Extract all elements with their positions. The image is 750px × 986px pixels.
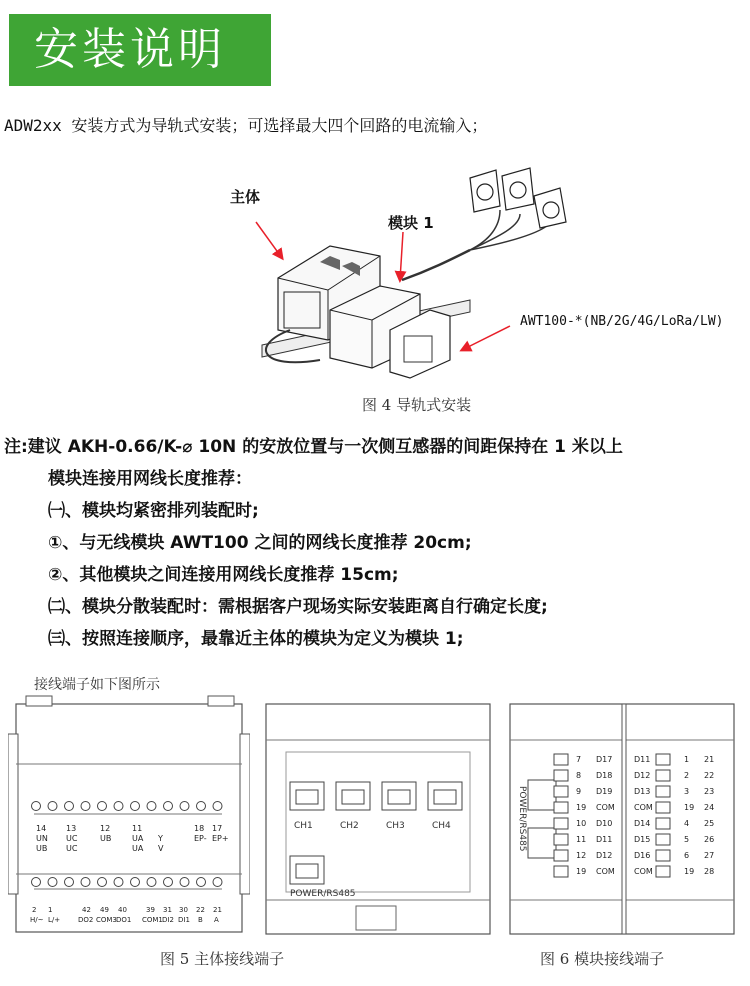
f5-top-num-3: 11	[132, 824, 143, 833]
f6-left_col2-6: D12	[596, 851, 613, 860]
f5-top-lbl2-1: UC	[66, 844, 78, 853]
f5-top-lbl-5: EP+	[212, 834, 229, 843]
f5-top-lbl2-3: UA	[132, 844, 144, 853]
f5-bot-num-6: 31	[163, 906, 172, 914]
channel-port-diagram	[262, 700, 494, 940]
f6-screw-0-0	[554, 754, 568, 765]
f5-top-num-5: 17	[212, 824, 223, 833]
f5-bottom-screw-8	[164, 878, 173, 887]
f5-top-screw-3	[81, 802, 90, 811]
f6-left_col1-3: 19	[576, 803, 587, 812]
f5-bottom-screw-4	[98, 878, 107, 887]
f6-right_col1-0: D11	[634, 755, 651, 764]
f5-bot-num-0: 2	[32, 906, 37, 914]
f6-right_col1-7: COM	[634, 867, 653, 876]
f5-top-lbl2-0: UB	[36, 844, 48, 853]
f6-left_col1-4: 10	[576, 819, 587, 828]
module-terminal-diagram	[506, 700, 738, 940]
f6-left_col2-3: COM	[596, 803, 615, 812]
f5-bot-lbl-5: COM1	[142, 916, 163, 924]
installation-illustration	[0, 0, 750, 420]
f6-left_col1-0: 7	[576, 755, 582, 764]
page-title: 安装说明	[34, 24, 226, 75]
f5-bottom-screw-9	[180, 878, 189, 887]
f6-left_col1-5: 11	[576, 835, 587, 844]
f5-top-screw-9	[180, 802, 189, 811]
f6-right_col1-2: D13	[634, 787, 651, 796]
f6-right_col1-5: D15	[634, 835, 651, 844]
f5-side-y: Y	[158, 834, 163, 843]
figure6-caption: 图 6 模块接线端子	[540, 950, 665, 968]
f6-screw-0-3	[554, 802, 568, 813]
f6-right_col3-6: 27	[704, 851, 715, 860]
f5-bottom-screw-10	[197, 878, 206, 887]
f6-left_col2-0: D17	[596, 755, 613, 764]
f5-bottom-screw-6	[131, 878, 140, 887]
f6-left_col1-7: 19	[576, 867, 587, 876]
f5-bot-lbl-4: DO1	[116, 916, 132, 924]
f5-top-screw-4	[98, 802, 107, 811]
f5-bottom-screw-3	[81, 878, 90, 887]
f5-top-num-2: 12	[100, 824, 111, 833]
f6-screw-1-6	[656, 850, 670, 861]
f5-bottom-screw-7	[147, 878, 156, 887]
f6-right_col2-2: 3	[684, 787, 690, 796]
f5-bot-lbl-6: DI2	[162, 916, 174, 924]
f5-bot-num-7: 30	[179, 906, 188, 914]
f6-screw-1-0	[656, 754, 670, 765]
port-ch4: CH4	[432, 821, 451, 831]
f5-side-v: V	[158, 844, 164, 853]
f5-top-screw-0	[32, 802, 41, 811]
f6-right_col3-0: 21	[704, 755, 715, 764]
f6-screw-0-7	[554, 866, 568, 877]
note-line-1: 注:建议 AKH-0.66/K-⌀ 10N 的安放位置与一次侧互感器的间距保持在 1 米以上	[4, 437, 623, 457]
f6-right_col2-1: 2	[684, 771, 690, 780]
f6-screw-1-1	[656, 770, 670, 781]
f6-left_col1-1: 8	[576, 771, 582, 780]
f5-top-lbl-0: UN	[36, 834, 48, 843]
note-line-7: ㈢、按照连接顺序，最靠近主体的模块为定义为模块 1;	[48, 629, 464, 649]
f5-top-lbl-3: UA	[132, 834, 144, 843]
f6-right_col1-4: D14	[634, 819, 651, 828]
f6-screw-1-7	[656, 866, 670, 877]
f6-left_col2-5: D11	[596, 835, 613, 844]
arrow-main	[256, 222, 282, 258]
f5-top-screw-10	[197, 802, 206, 811]
label-module-1: 模块 1	[388, 214, 434, 232]
note-line-2: 模块连接用网线长度推荐：	[48, 469, 252, 489]
f5-bot-num-8: 22	[196, 906, 205, 914]
f5-bottom-screw-11	[213, 878, 222, 887]
port-ch2: CH2	[340, 821, 359, 831]
f5-top-screw-6	[131, 802, 140, 811]
f5-bot-num-1: 1	[48, 906, 53, 914]
f6-screw-1-4	[656, 818, 670, 829]
f6-screw-0-1	[554, 770, 568, 781]
f5-bot-lbl-8: B	[198, 916, 203, 924]
f6-right_col2-6: 6	[684, 851, 690, 860]
arrow-awt	[462, 326, 510, 350]
f6-side-label: POWER/RS485	[517, 786, 527, 852]
note-line-3: ㈠、模块均紧密排列装配时;	[48, 501, 259, 521]
f6-screw-0-2	[554, 786, 568, 797]
f5-top-screw-7	[147, 802, 156, 811]
figure5-caption: 图 5 主体接线端子	[160, 950, 285, 968]
note-line-6: ㈡、模块分散装配时：需根据客户现场实际安装距离自行确定长度;	[48, 597, 548, 617]
f5-bottom-screw-1	[48, 878, 57, 887]
f5-top-lbl-2: UB	[100, 834, 112, 843]
f6-right_col3-5: 26	[704, 835, 715, 844]
f6-screw-1-2	[656, 786, 670, 797]
f6-left_col2-7: COM	[596, 867, 615, 876]
f5-bot-num-9: 21	[213, 906, 222, 914]
f6-left_col2-4: D10	[596, 819, 613, 828]
f6-left_col2-2: D19	[596, 787, 613, 796]
f6-right_col3-7: 28	[704, 867, 715, 876]
figure4-caption: 图 4 导轨式安装	[362, 396, 472, 414]
f6-screw-0-6	[554, 850, 568, 861]
f5-top-lbl-1: UC	[66, 834, 78, 843]
f5-top-screw-11	[213, 802, 222, 811]
f6-right_col3-1: 22	[704, 771, 715, 780]
note-line-4: ①、与无线模块 AWT100 之间的网线长度推荐 20cm;	[48, 533, 472, 553]
f5-bot-lbl-7: DI1	[178, 916, 190, 924]
f5-bot-lbl-1: L/+	[48, 916, 61, 924]
f6-right_col1-1: D12	[634, 771, 651, 780]
f5-top-num-4: 18	[194, 824, 205, 833]
f5-top-screw-5	[114, 802, 123, 811]
f5-bottom-screw-5	[114, 878, 123, 887]
f5-top-screw-1	[48, 802, 57, 811]
f5-bot-lbl-9: A	[214, 916, 219, 924]
f6-right_col3-2: 23	[704, 787, 715, 796]
f5-bot-lbl-0: H/~	[30, 916, 44, 924]
f5-top-screw-2	[65, 802, 74, 811]
f5-top-num-0: 14	[36, 824, 47, 833]
f5-bot-num-3: 49	[100, 906, 109, 914]
port-ch1: CH1	[294, 821, 313, 831]
f6-left_col1-6: 12	[576, 851, 587, 860]
f6-right_col2-0: 1	[684, 755, 690, 764]
f5-bot-num-5: 39	[146, 906, 155, 914]
f6-screw-1-5	[656, 834, 670, 845]
port-ch3: CH3	[386, 821, 405, 831]
f6-screw-1-3	[656, 802, 670, 813]
f6-right_col1-3: COM	[634, 803, 653, 812]
f6-right_col2-5: 5	[684, 835, 690, 844]
terminal-heading: 接线端子如下图所示	[34, 677, 160, 693]
f5-top-lbl-4: EP-	[194, 834, 207, 843]
f6-right_col3-4: 25	[704, 819, 715, 828]
f6-screw-0-4	[554, 818, 568, 829]
f6-right_col2-4: 4	[684, 819, 690, 828]
label-awt100: AWT100-*(NB/2G/4G/LoRa/LW)	[520, 314, 724, 329]
label-main-body: 主体	[230, 188, 261, 206]
f6-right_col1-6: D16	[634, 851, 651, 860]
f5-bot-num-2: 42	[82, 906, 91, 914]
f5-bottom-screw-0	[32, 878, 41, 887]
f6-right_col2-7: 19	[684, 867, 695, 876]
main-terminal-diagram	[8, 694, 250, 939]
intro-text: ADW2xx 安装方式为导轨式安装；可选择最大四个回路的电流输入；	[4, 116, 488, 135]
f6-screw-0-5	[554, 834, 568, 845]
f5-bot-num-4: 40	[118, 906, 127, 914]
f5-bot-lbl-3: COM3	[96, 916, 117, 924]
f5-top-num-1: 13	[66, 824, 77, 833]
f5-bot-lbl-2: DO2	[78, 916, 94, 924]
f6-right_col3-3: 24	[704, 803, 715, 812]
f6-right_col2-3: 19	[684, 803, 695, 812]
f6-left_col1-2: 9	[576, 787, 582, 796]
f5-top-screw-8	[164, 802, 173, 811]
f6-left_col2-1: D18	[596, 771, 613, 780]
port-power: POWER/RS485	[290, 889, 356, 899]
arrow-module	[400, 232, 403, 280]
f5-bottom-screw-2	[65, 878, 74, 887]
note-line-5: ②、其他模块之间连接用网线长度推荐 15cm;	[48, 565, 399, 585]
